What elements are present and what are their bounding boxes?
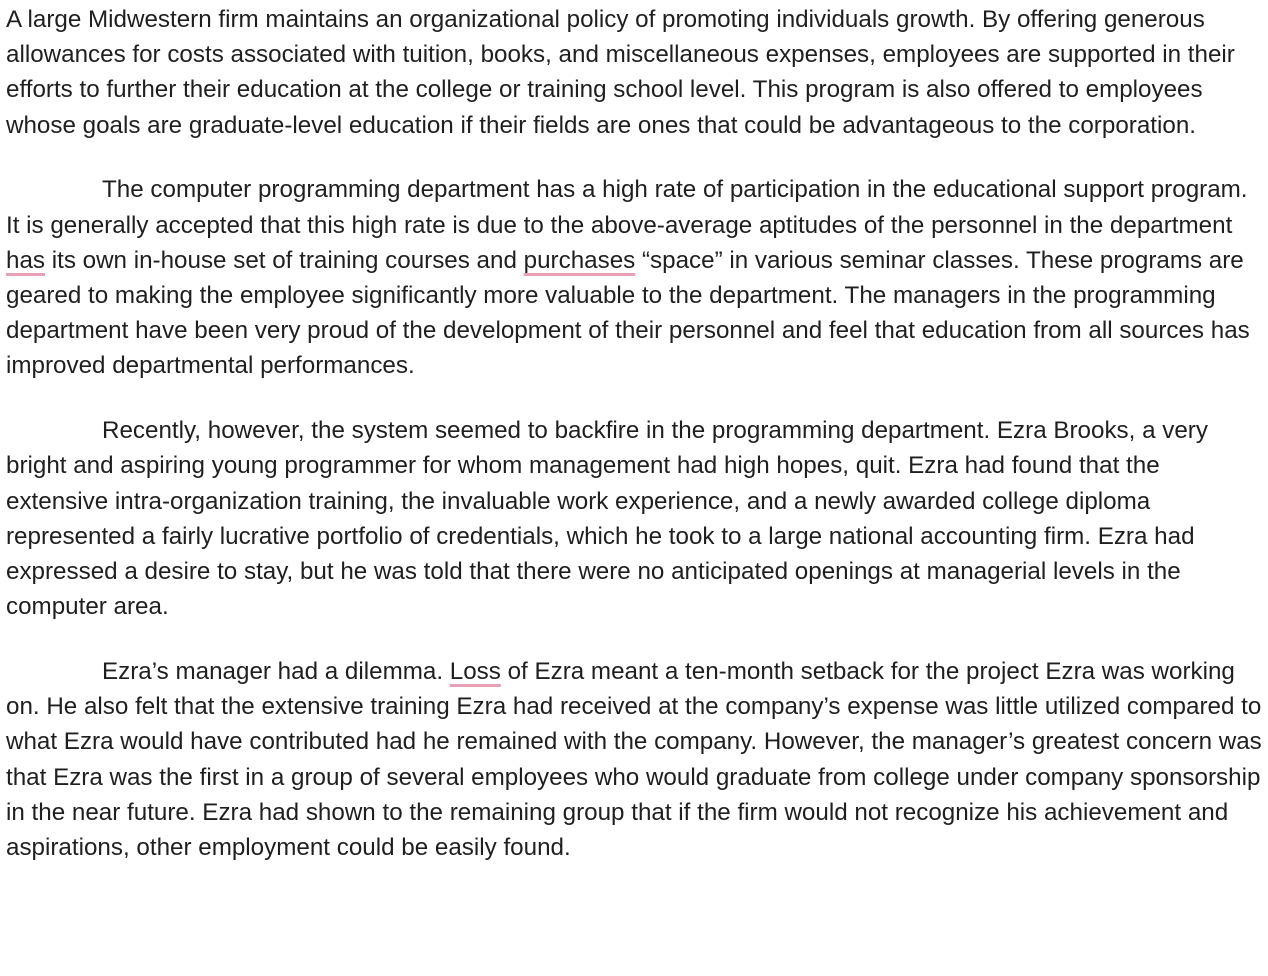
paragraph-text: The computer programming department has a high rate of participation in the educational support program. It is generally accepted that this high rate is due to the above-average aptitudes of the personnel in the department	[6, 176, 1248, 239]
paragraph-text: Recently, however, the system seemed to backfire in the programming department. Ezra Brooks, a very bright and aspiring young programmer for whom management had high hopes, quit. Ezra had found that the extensive intra-organization training, the invaluable work experience, and a newly awarded college diploma represented a fairly lucrative portfolio of credentials, which he took to a large national accounting firm. Ezra had expressed a desire to stay, but he was told that there were no anticipated openings at managerial levels in the computer area.	[6, 417, 1208, 621]
paragraph-text: “space” in various seminar classes. These programs are geared to making the employee significantly more valuable to the department. The managers in the programming department have been very proud of the development of their personnel and feel that education from all sources has improved departmental performances.	[6, 246, 1250, 380]
paragraph-text: Ezra’s manager had a dilemma.	[102, 658, 450, 686]
spelling-flagged-word[interactable]: Loss	[449, 658, 501, 686]
paragraph-programming-department	[6, 172, 1262, 383]
paragraph-backfire	[6, 413, 1262, 624]
paragraph-text: A large Midwestern firm maintains an organizational policy of promoting individuals growth. By offering generous allowances for costs associated with tuition, books, and miscellaneous expenses, employees are supported in their efforts to further their education at the college or training school level. This program is also offered to employees whose goals are graduate-level education if their fields are ones that could be advantageous to the corporation.	[6, 6, 1235, 139]
paragraph-text: its own in-house set of training courses and	[45, 246, 524, 274]
spelling-flagged-word[interactable]: has	[6, 246, 45, 274]
paragraph-intro	[6, 2, 1262, 143]
paragraph-text: of Ezra meant a ten-month setback for the project Ezra was working on. He also felt that the extensive training Ezra had received at the company’s expense was little utilized compared to what Ezra would have contributed had he remained with the company. However, the manager’s greatest concern was that Ezra was the first in a group of several employees who would graduate from college under company sponsorship in the near future. Ezra had shown to the remaining group that if the firm would not recognize his achievement and aspirations, other employment could be easily found.	[6, 658, 1262, 862]
spelling-flagged-word[interactable]: purchases	[523, 246, 636, 274]
document-body	[6, 2, 1262, 865]
paragraph-dilemma	[6, 654, 1262, 865]
